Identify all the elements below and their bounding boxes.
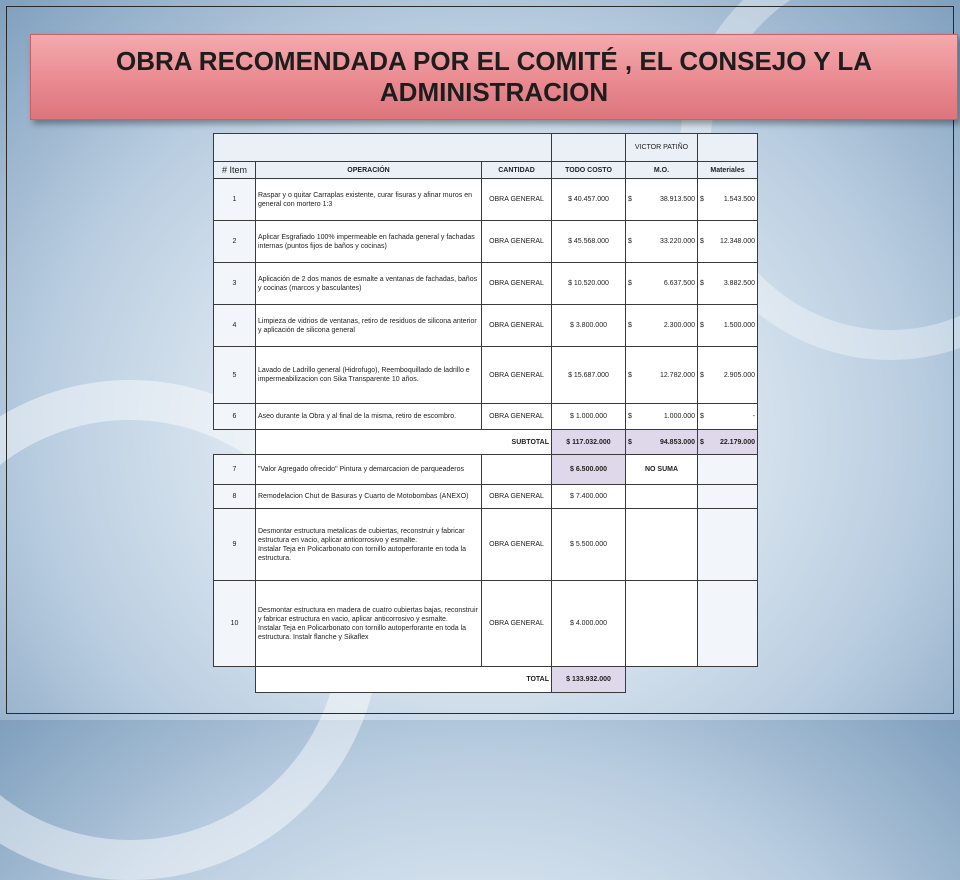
operation-description: "Valor Agregado ofrecido" Pintura y demarcacion de parqueaderos [256, 455, 482, 485]
total-cost-cell: $ 15.687.000 [552, 347, 626, 404]
total-cost-cell: $ 7.400.000 [552, 485, 626, 509]
currency-symbol: $ [700, 238, 704, 245]
labor-amount: 12.782.000 [659, 371, 695, 379]
quantity-cell: OBRA GENERAL [482, 347, 552, 404]
subtotal-labor-amount: 94.853.000 [659, 438, 695, 446]
materials-amount: 3.882.500 [723, 280, 755, 287]
quantity-cell: OBRA GENERAL [482, 305, 552, 347]
header-cantidad: CANTIDAD [482, 162, 552, 179]
item-number: 2 [214, 221, 256, 263]
subtotal-labor-cost [626, 430, 698, 455]
no-suma-note: NO SUMA [626, 455, 698, 485]
materials-amount: 12.348.000 [719, 238, 755, 245]
item-number: 10 [214, 581, 256, 667]
operation-description: Lavado de Ladrillo general (Hidrofugo), Reemboquillado de ladrillo e impermeabilizacion con Sika Transparente 10 años. [256, 347, 482, 404]
subtotal-label: SUBTOTAL [256, 430, 552, 455]
header-row [214, 162, 758, 179]
quantity-cell: OBRA GENERAL [482, 581, 552, 667]
materials-cost-cell [698, 221, 758, 263]
materials-cost-cell [698, 305, 758, 347]
contractor-name: VICTOR PATIÑO [626, 134, 698, 162]
materials-cost-cell [698, 347, 758, 404]
labor-cost-cell [626, 305, 698, 347]
table-row [214, 221, 758, 263]
header-mo: M.O. [626, 162, 698, 179]
subtotal-total-cost: $ 117.032.000 [552, 430, 626, 455]
total-cost-cell: $ 1.000.000 [552, 404, 626, 430]
item-number: 4 [214, 305, 256, 347]
budget-table [213, 133, 758, 693]
currency-symbol: $ [700, 371, 704, 379]
currency-symbol: $ [628, 413, 632, 420]
materials-cost-cell [698, 179, 758, 221]
operation-description: Aseo durante la Obra y al final de la misma, retiro de escombro. [256, 404, 482, 430]
subtotal-materials-cost [698, 430, 758, 455]
currency-symbol: $ [628, 371, 632, 379]
header-item: # Item [214, 162, 256, 179]
operation-description: Aplicar Esgrafiado 100% impermeable en fachada general y fachadas internas (puntos fijos de baños y cocinas) [256, 221, 482, 263]
page-title: OBRA RECOMENDADA POR EL COMITÉ , EL CONSEJO Y LA ADMINISTRACION [115, 46, 873, 107]
quantity-cell: OBRA GENERAL [482, 509, 552, 581]
table-row [214, 509, 758, 581]
total-cost-cell: $ 5.500.000 [552, 509, 626, 581]
operation-description: Limpieza de vidrios de ventanas, retiro de residuos de silicona anterior y aplicación de silicona general [256, 305, 482, 347]
table-row [214, 179, 758, 221]
operation-description: Raspar y o quitar Carraplas existente, curar fisuras y afinar muros en general con mortero 1:3 [256, 179, 482, 221]
currency-symbol: $ [628, 280, 632, 287]
materials-amount: 2.905.000 [723, 371, 755, 379]
currency-symbol: $ [700, 322, 704, 329]
materials-amount: 1.500.000 [723, 322, 755, 329]
title-banner [30, 34, 958, 120]
labor-cost-cell [626, 404, 698, 430]
labor-amount: 1.000.000 [663, 413, 695, 420]
currency-symbol: $ [700, 280, 704, 287]
labor-amount: 2.300.000 [663, 322, 695, 329]
table-row [214, 347, 758, 404]
quantity-cell: OBRA GENERAL [482, 263, 552, 305]
header-materiales: Materiales [698, 162, 758, 179]
item-number: 8 [214, 485, 256, 509]
materials-cost-cell [698, 263, 758, 305]
quantity-cell: OBRA GENERAL [482, 485, 552, 509]
materials-amount: 1.543.500 [723, 196, 755, 203]
total-cost-cell: $ 4.000.000 [552, 581, 626, 667]
materials-cost-cell [698, 404, 758, 430]
total-cost-cell: $ 3.800.000 [552, 305, 626, 347]
item-number: 7 [214, 455, 256, 485]
currency-symbol: $ [700, 438, 704, 446]
quantity-cell: OBRA GENERAL [482, 179, 552, 221]
labor-amount: 38.913.500 [659, 196, 695, 203]
currency-symbol: $ [700, 413, 704, 420]
labor-cost-cell [626, 263, 698, 305]
total-cost-cell: $ 45.568.000 [552, 221, 626, 263]
labor-cost-cell [626, 347, 698, 404]
total-cost-cell: $ 10.520.000 [552, 263, 626, 305]
header-operacion: OPERACIÓN [256, 162, 482, 179]
operation-description: Desmontar estructura metalicas de cubiertas, reconstruir y fabricar estructura en vacio, aplicar anticorrosivo y esmalte. Instalar Teja en Policarbonato con tornillo autoperforante en toda la estructura. [256, 509, 482, 581]
table-row [214, 455, 758, 485]
quantity-cell [482, 455, 552, 485]
table-row [214, 305, 758, 347]
currency-symbol: $ [628, 196, 632, 203]
currency-symbol: $ [628, 238, 632, 245]
quantity-cell: OBRA GENERAL [482, 404, 552, 430]
currency-symbol: $ [700, 196, 704, 203]
header-todo-costo: TODO COSTO [552, 162, 626, 179]
table-row [214, 404, 758, 430]
total-row [214, 667, 758, 693]
subtotal-materials-amount: 22.179.000 [719, 438, 755, 446]
currency-symbol: $ [628, 322, 632, 329]
subtotal-row [214, 430, 758, 455]
materials-amount: - [752, 413, 755, 420]
total-cost-cell: $ 6.500.000 [552, 455, 626, 485]
contractor-row [214, 134, 758, 162]
labor-amount: 33.220.000 [659, 238, 695, 245]
total-label: TOTAL [256, 667, 552, 693]
item-number: 9 [214, 509, 256, 581]
item-number: 3 [214, 263, 256, 305]
item-number: 1 [214, 179, 256, 221]
currency-symbol: $ [628, 438, 632, 446]
labor-cost-cell [626, 179, 698, 221]
table-row [214, 581, 758, 667]
item-number: 5 [214, 347, 256, 404]
operation-description: Remodelacion Chut de Basuras y Cuarto de Motobombas (ANEXO) [256, 485, 482, 509]
quantity-cell: OBRA GENERAL [482, 221, 552, 263]
item-number: 6 [214, 404, 256, 430]
labor-cost-cell [626, 221, 698, 263]
operation-description: Desmontar estructura en madera de cuatro cubiertas bajas, reconstruir y fabricar estructura en vacio, aplicar anticorrosivo y esmalte. Instalar Teja en Policarbonato con tornillo autoperforante en toda la estructura. Instalr flanche y Sikaflex [256, 581, 482, 667]
grand-total-cost: $ 133.932.000 [552, 667, 626, 693]
table-row [214, 485, 758, 509]
operation-description: Aplicación de 2 dos manos de esmalte a ventanas de fachadas, baños y cocinas (marcos y basculantes) [256, 263, 482, 305]
table-row [214, 263, 758, 305]
total-cost-cell: $ 40.457.000 [552, 179, 626, 221]
labor-amount: 6.637.500 [663, 280, 695, 287]
